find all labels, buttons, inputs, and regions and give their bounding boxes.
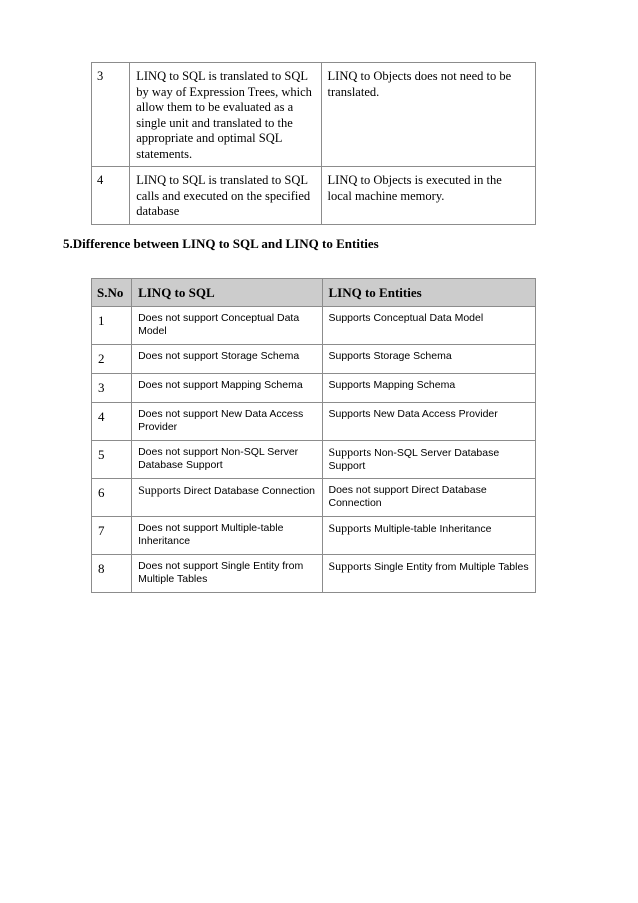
supports-word: Supports [328,445,372,459]
linq-to-sql-cell: LINQ to SQL is translated to SQL calls and executed on the specified database [130,167,321,225]
sno-cell: 8 [92,555,132,593]
linq-to-sql-cell: Does not support Non-SQL Server Database Support [132,441,322,479]
linq-to-sql-cell: Does not support New Data Access Provider [132,403,322,441]
sno-cell: 1 [92,307,132,345]
linq-to-sql-cell: Does not support Multiple-table Inheritance [132,517,322,555]
linq-to-entities-cell: Supports Storage Schema [322,345,536,374]
table-header-row [92,279,536,307]
sno-cell: 5 [92,441,132,479]
table-row [92,374,536,403]
linq-to-sql-cell: Does not support Conceptual Data Model [132,307,322,345]
sno-cell: 3 [92,63,130,167]
table-row [92,63,536,167]
table-row [92,307,536,345]
table-row [92,441,536,479]
section-heading: 5.Difference between LINQ to SQL and LINQ to Entities [63,236,379,251]
linq-to-entities-cell [322,555,536,593]
table-row [92,403,536,441]
linq-to-sql-vs-entities-table [91,278,536,593]
linq-to-entities-cell: Supports New Data Access Provider [322,403,536,441]
supports-word: Supports [328,559,372,573]
linq-to-sql-cell: Does not support Storage Schema [132,345,322,374]
linq-to-objects-cell: LINQ to Objects does not need to be translated. [321,63,535,167]
sno-cell: 2 [92,345,132,374]
linq-to-entities-cell: Does not support Direct Database Connection [322,479,536,517]
supports-word: Supports [328,521,372,535]
linq-to-sql-cell: Does not support Mapping Schema [132,374,322,403]
sno-cell: 3 [92,374,132,403]
cell-rest-text: Direct Database Connection [180,485,316,497]
linq-to-entities-cell [322,517,536,555]
sno-cell: 6 [92,479,132,517]
linq-to-entities-cell: Supports Mapping Schema [322,374,536,403]
cell-rest-text: Non-SQL Server Database Support [328,447,500,472]
header-linq-to-sql: LINQ to SQL [132,279,322,307]
linq-to-entities-cell: Supports Conceptual Data Model [322,307,536,345]
linq-to-entities-cell [322,441,536,479]
linq-to-sql-vs-objects-table-continued [91,62,536,225]
linq-to-sql-cell [132,479,322,517]
linq-to-objects-cell: LINQ to Objects is executed in the local machine memory. [321,167,535,225]
linq-to-sql-cell: Does not support Single Entity from Multiple Tables [132,555,322,593]
sno-cell: 7 [92,517,132,555]
supports-word: Supports [138,483,181,497]
table-row [92,517,536,555]
sno-cell: 4 [92,167,130,225]
table-row [92,345,536,374]
linq-to-sql-cell: LINQ to SQL is translated to SQL by way of Expression Trees, which allow them to be evaluated as a single unit and translated to the appropriate and optimal SQL statements. [130,63,321,167]
header-linq-to-entities: LINQ to Entities [322,279,536,307]
header-sno: S.No [92,279,132,307]
table-row [92,479,536,517]
sno-cell: 4 [92,403,132,441]
table-row [92,555,536,593]
cell-rest-text: Multiple-table Inheritance [371,523,492,535]
table-row [92,167,536,225]
cell-rest-text: Single Entity from Multiple Tables [371,561,529,573]
